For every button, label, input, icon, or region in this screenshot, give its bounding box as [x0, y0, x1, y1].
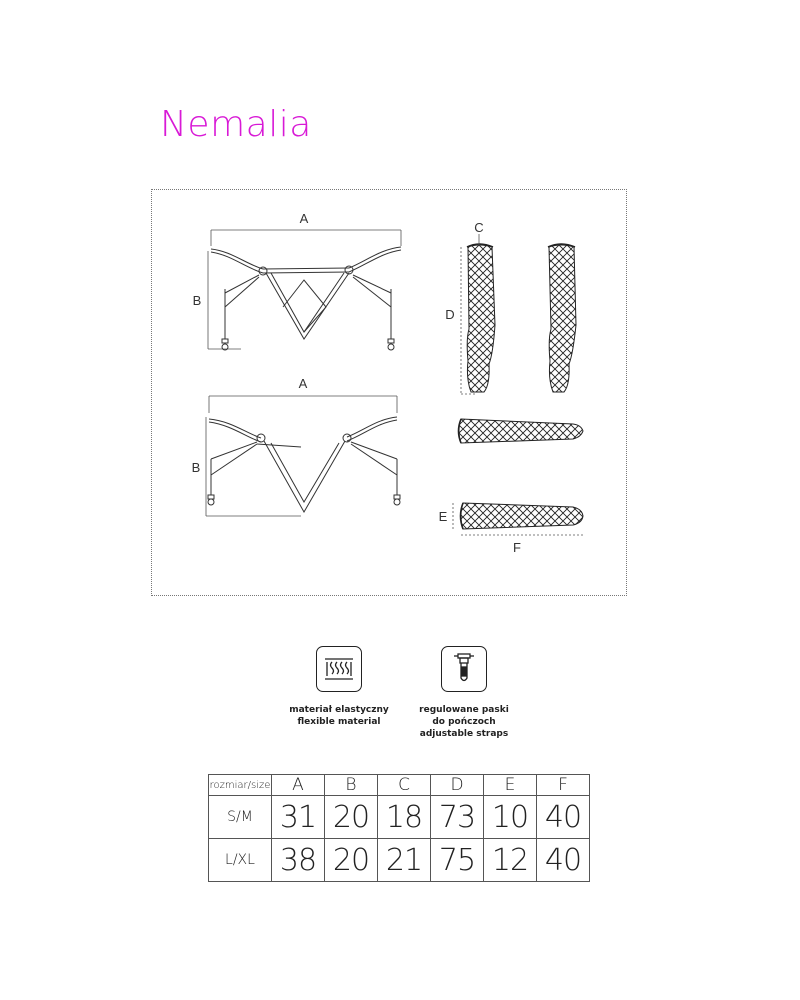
size-table-size-name: L/XL — [209, 839, 272, 882]
size-table-cell: 38 — [272, 839, 325, 882]
feature-caption-line: flexible material — [297, 717, 381, 727]
size-table-corner: rozmiar/size — [209, 775, 272, 796]
size-table-cell: 73 — [431, 796, 484, 839]
wavy-lines-icon — [316, 646, 362, 692]
feature-caption-line: do pończoch — [432, 717, 496, 727]
size-table-cell: 20 — [325, 796, 378, 839]
stocking-right-drawing — [548, 244, 576, 392]
dimension-label-e: E — [438, 509, 448, 524]
stocking-horizontal-top-drawing — [459, 419, 584, 443]
feature-caption-line: materiał elastyczny — [289, 705, 389, 715]
dimension-label-b-bottom: B — [191, 460, 201, 475]
size-table-header-row — [209, 775, 590, 796]
size-table-cell: 12 — [484, 839, 537, 882]
size-table-cell: 21 — [378, 839, 431, 882]
size-table-column-header: A — [272, 775, 325, 796]
dimension-label-b-top: B — [192, 293, 202, 308]
size-table-cell: 31 — [272, 796, 325, 839]
size-table-column-header: B — [325, 775, 378, 796]
size-table-size-name: S/M — [209, 796, 272, 839]
stocking-left-drawing — [461, 234, 495, 394]
feature-adjustable-straps — [389, 646, 539, 740]
dimension-label-f: F — [513, 540, 521, 555]
size-table-cell: 40 — [537, 839, 590, 882]
garter-belt-bottom-drawing — [206, 396, 400, 516]
size-table-column-header: F — [537, 775, 590, 796]
feature-caption-line: regulowane paski — [419, 705, 509, 715]
stocking-horizontal-bottom-drawing — [453, 503, 583, 535]
product-diagram — [151, 189, 627, 596]
dimension-label-c: C — [474, 220, 484, 235]
dimension-label-d: D — [445, 307, 455, 322]
product-title: Nemalia — [160, 104, 312, 145]
size-table-column-header: D — [431, 775, 484, 796]
size-table-cell: 10 — [484, 796, 537, 839]
feature-caption-line: adjustable straps — [419, 729, 509, 739]
size-table-row — [209, 796, 590, 839]
size-table-row — [209, 839, 590, 882]
size-table-cell: 75 — [431, 839, 484, 882]
dimension-label-a-bottom: A — [298, 376, 308, 391]
size-table-cell: 20 — [325, 839, 378, 882]
size-table-column-header: C — [378, 775, 431, 796]
dimension-label-a-top: A — [299, 211, 309, 226]
size-table-column-header: E — [484, 775, 537, 796]
size-table-cell: 40 — [537, 796, 590, 839]
strap-clip-icon — [441, 646, 487, 692]
garter-belt-top-drawing — [208, 230, 401, 350]
size-table — [208, 774, 590, 882]
size-table-cell: 18 — [378, 796, 431, 839]
